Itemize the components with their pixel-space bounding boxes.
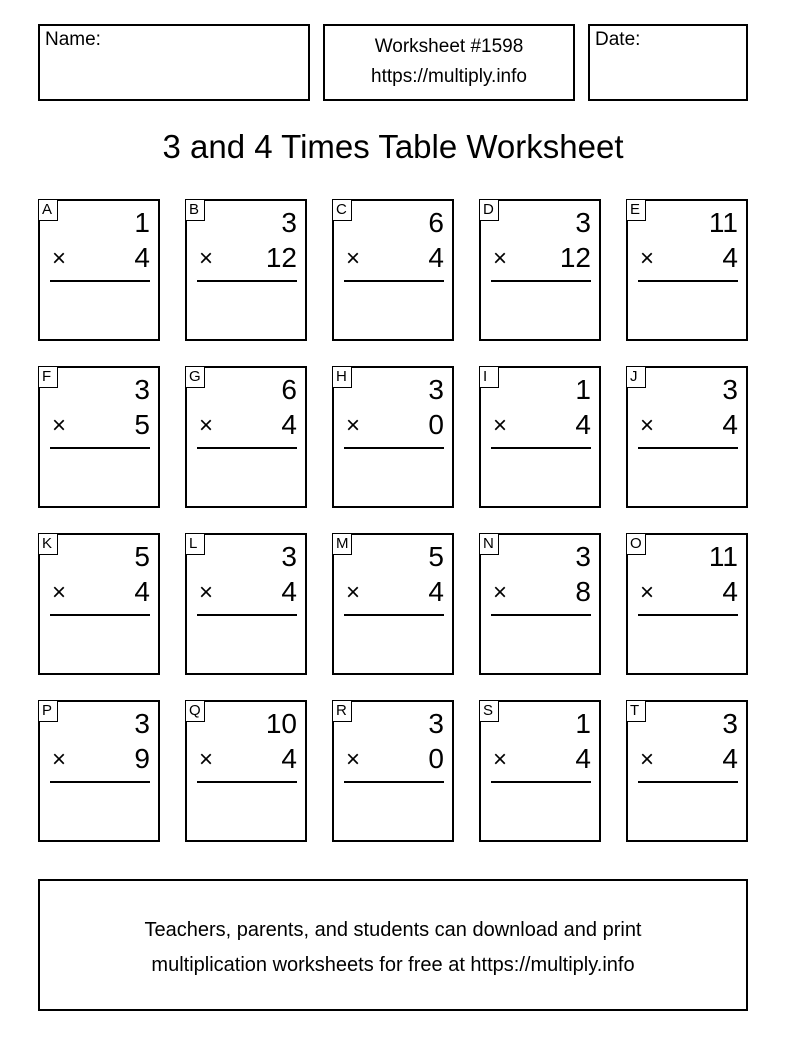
times-sign: × xyxy=(52,245,67,272)
footer-line-2: multiplication worksheets for free at https://multiply.info xyxy=(151,954,635,976)
answer-line xyxy=(50,280,150,282)
problem-bottom-number: 12 xyxy=(559,242,591,273)
problem-label: J xyxy=(626,366,646,388)
times-sign: × xyxy=(346,245,361,272)
answer-line xyxy=(638,280,738,282)
problem-card[interactable] xyxy=(479,199,601,341)
problem-label: N xyxy=(479,533,499,555)
problem-top-number: 1 xyxy=(575,708,591,739)
problem-top-number: 6 xyxy=(428,207,444,238)
problem-top-number: 3 xyxy=(281,207,297,238)
problem-card[interactable] xyxy=(332,533,454,675)
problem-bottom-number: 4 xyxy=(722,743,738,774)
times-sign: × xyxy=(640,579,655,606)
problem-label: T xyxy=(626,700,646,722)
problem-label: F xyxy=(38,366,58,388)
times-sign: × xyxy=(199,245,214,272)
problem-label: L xyxy=(185,533,205,555)
problem-top-number: 11 xyxy=(708,541,738,572)
problem-bottom-number: 0 xyxy=(428,743,444,774)
problem-top-number: 11 xyxy=(708,207,738,238)
problem-bottom-number: 4 xyxy=(722,242,738,273)
problem-label: I xyxy=(479,366,499,388)
problem-label: S xyxy=(479,700,499,722)
times-sign: × xyxy=(199,412,214,439)
problem-bottom-number: 4 xyxy=(281,409,297,440)
problem-bottom-number: 12 xyxy=(265,242,297,273)
problem-label: E xyxy=(626,199,646,221)
answer-line xyxy=(491,447,591,449)
worksheet-number: Worksheet #1598 xyxy=(374,36,524,57)
times-sign: × xyxy=(52,746,67,773)
problem-bottom-number: 4 xyxy=(575,409,591,440)
problem-card[interactable] xyxy=(38,199,160,341)
problem-card[interactable] xyxy=(38,533,160,675)
problem-top-number: 1 xyxy=(134,207,150,238)
times-sign: × xyxy=(346,579,361,606)
answer-line xyxy=(344,280,444,282)
problem-bottom-number: 4 xyxy=(575,743,591,774)
times-sign: × xyxy=(493,746,508,773)
problem-bottom-number: 4 xyxy=(722,409,738,440)
problem-top-number: 3 xyxy=(428,374,444,405)
problem-label: Q xyxy=(185,700,205,722)
name-label: Name: xyxy=(45,29,101,50)
times-sign: × xyxy=(640,746,655,773)
problem-label: M xyxy=(332,533,352,555)
problem-top-number: 3 xyxy=(134,374,150,405)
answer-line xyxy=(491,280,591,282)
problem-label: G xyxy=(185,366,205,388)
answer-line xyxy=(344,614,444,616)
times-sign: × xyxy=(346,412,361,439)
problem-label: D xyxy=(479,199,499,221)
footer-text xyxy=(40,913,746,983)
times-sign: × xyxy=(640,412,655,439)
problem-card[interactable] xyxy=(479,700,601,842)
problem-card[interactable] xyxy=(626,533,748,675)
problem-top-number: 1 xyxy=(575,374,591,405)
times-sign: × xyxy=(346,746,361,773)
problem-top-number: 3 xyxy=(134,708,150,739)
answer-line xyxy=(50,614,150,616)
problem-card[interactable] xyxy=(626,366,748,508)
problem-label: R xyxy=(332,700,352,722)
problem-card[interactable] xyxy=(332,366,454,508)
footer-line-1: Teachers, parents, and students can download and print xyxy=(144,919,642,941)
answer-line xyxy=(197,447,297,449)
date-label: Date: xyxy=(595,29,641,50)
worksheet-url: https://multiply.info xyxy=(371,66,527,87)
problem-top-number: 5 xyxy=(134,541,150,572)
problem-top-number: 5 xyxy=(428,541,444,572)
problem-label: O xyxy=(626,533,646,555)
answer-line xyxy=(491,781,591,783)
answer-line xyxy=(197,781,297,783)
problem-card[interactable] xyxy=(185,199,307,341)
problem-card[interactable] xyxy=(185,366,307,508)
problem-label: P xyxy=(38,700,58,722)
problem-card[interactable] xyxy=(38,366,160,508)
problem-label: B xyxy=(185,199,205,221)
times-sign: × xyxy=(52,412,67,439)
problem-bottom-number: 4 xyxy=(134,576,150,607)
times-sign: × xyxy=(640,245,655,272)
times-sign: × xyxy=(199,579,214,606)
problem-label: K xyxy=(38,533,58,555)
problem-bottom-number: 4 xyxy=(428,576,444,607)
footer-box xyxy=(38,879,748,1011)
answer-line xyxy=(491,614,591,616)
problem-card[interactable] xyxy=(626,199,748,341)
problem-card[interactable] xyxy=(332,199,454,341)
problem-top-number: 3 xyxy=(281,541,297,572)
problem-card[interactable] xyxy=(185,533,307,675)
problem-card[interactable] xyxy=(626,700,748,842)
answer-line xyxy=(50,781,150,783)
answer-line xyxy=(638,614,738,616)
problem-bottom-number: 4 xyxy=(281,743,297,774)
times-sign: × xyxy=(493,412,508,439)
problem-top-number: 3 xyxy=(575,541,591,572)
times-sign: × xyxy=(199,746,214,773)
problem-label: H xyxy=(332,366,352,388)
problem-card[interactable] xyxy=(332,700,454,842)
answer-line xyxy=(197,614,297,616)
problem-top-number: 3 xyxy=(722,708,738,739)
answer-line xyxy=(344,447,444,449)
problem-top-number: 3 xyxy=(575,207,591,238)
problem-card[interactable] xyxy=(479,533,601,675)
answer-line xyxy=(197,280,297,282)
answer-line xyxy=(50,447,150,449)
problem-top-number: 3 xyxy=(722,374,738,405)
page-title: 3 and 4 Times Table Worksheet xyxy=(162,128,624,165)
problem-label: A xyxy=(38,199,58,221)
problem-bottom-number: 9 xyxy=(134,743,150,774)
problem-bottom-number: 8 xyxy=(575,576,591,607)
answer-line xyxy=(344,781,444,783)
problem-top-number: 10 xyxy=(265,708,297,739)
problem-bottom-number: 4 xyxy=(281,576,297,607)
times-sign: × xyxy=(52,579,67,606)
problem-card[interactable] xyxy=(479,366,601,508)
problem-top-number: 3 xyxy=(428,708,444,739)
problem-card[interactable] xyxy=(38,700,160,842)
problem-card[interactable] xyxy=(185,700,307,842)
problem-top-number: 6 xyxy=(281,374,297,405)
problem-bottom-number: 4 xyxy=(722,576,738,607)
problem-label: C xyxy=(332,199,352,221)
answer-line xyxy=(638,447,738,449)
problem-bottom-number: 4 xyxy=(428,242,444,273)
answer-line xyxy=(638,781,738,783)
problem-bottom-number: 4 xyxy=(134,242,150,273)
problem-bottom-number: 0 xyxy=(428,409,444,440)
problem-bottom-number: 5 xyxy=(134,409,150,440)
times-sign: × xyxy=(493,245,508,272)
times-sign: × xyxy=(493,579,508,606)
